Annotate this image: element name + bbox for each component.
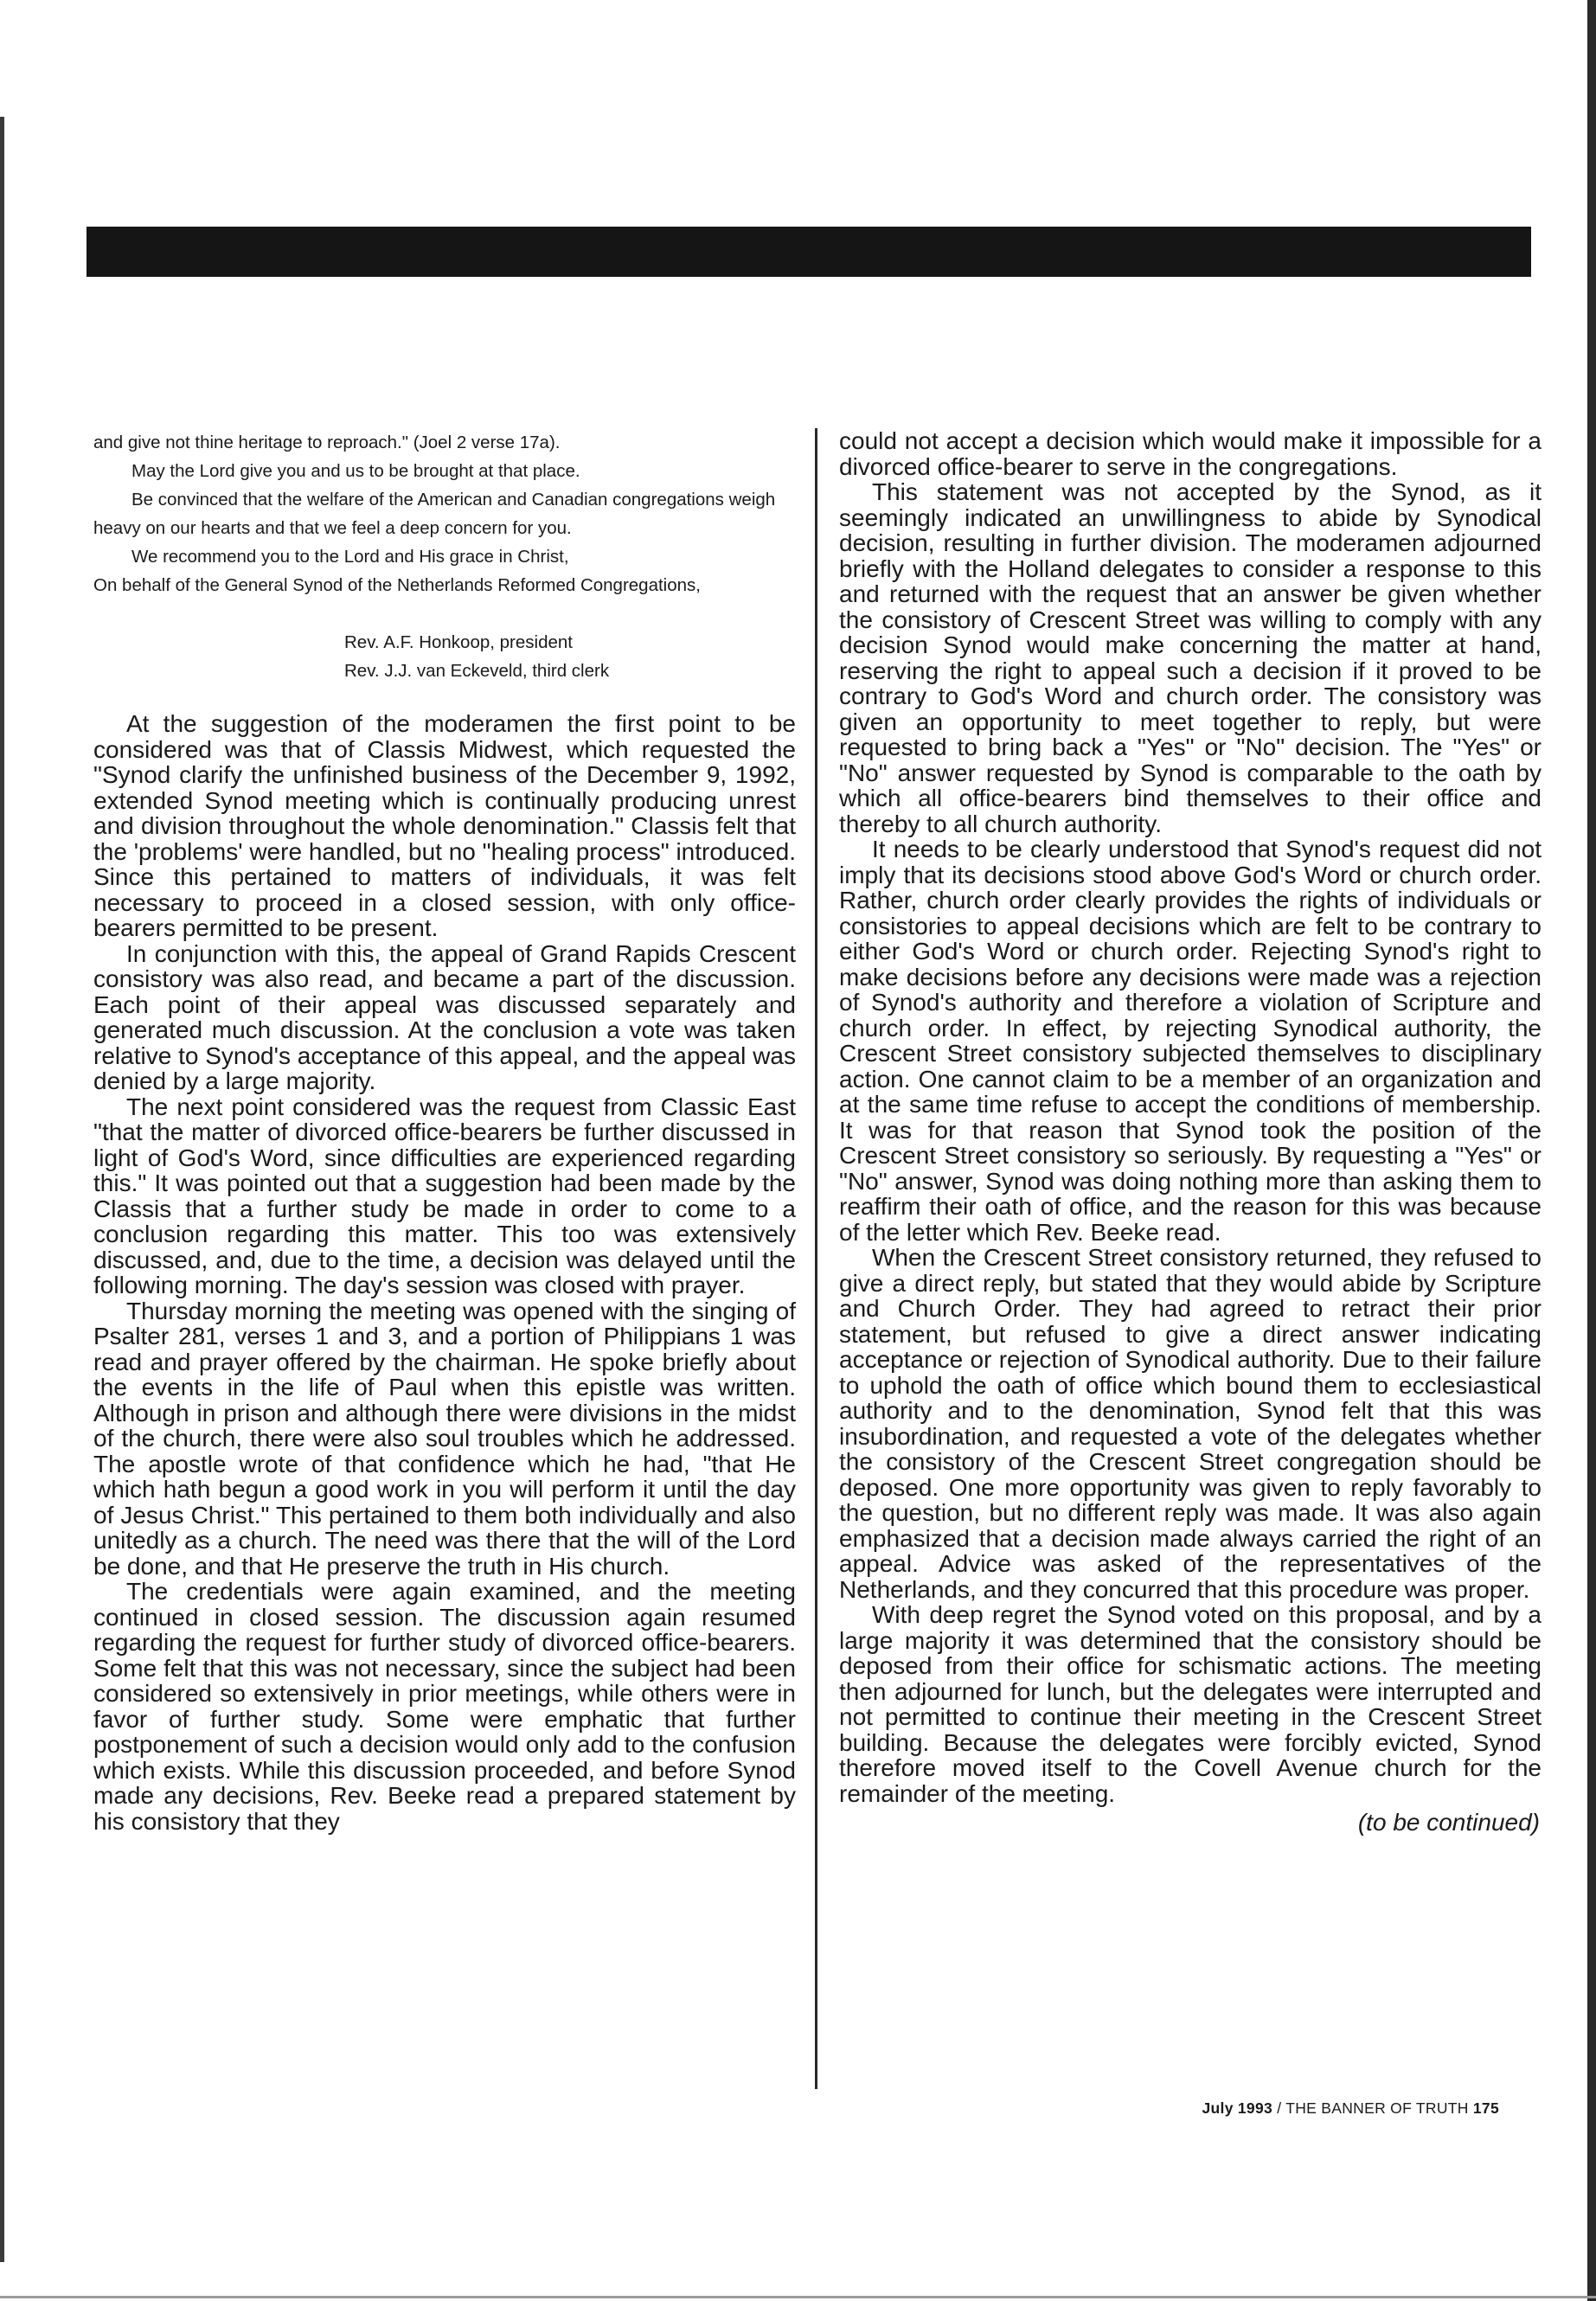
paragraph: In conjunction with this, the appeal of Grand Rapids Crescent consistory was also read, and became a part of the discussion. Each point of their appeal was discussed separately and generated much discussion. At the conclusion a vote was taken relative to Synod's acceptance of this appeal, and the appeal was denied by a large majority.: [93, 939, 796, 1094]
signatory: Rev. J.J. van Eckeveld, third clerk: [344, 661, 610, 681]
signatory: Rev. A.F. Honkoop, president: [344, 632, 573, 652]
header-band: [87, 227, 1531, 277]
paragraph: The next point considered was the request from Classic East "that the matter of divorced office-bearers be further discussed in light of God's Word, since difficulties are experienced regarding this." It was pointed out that a suggestion had been made by the Classis that a further study be made in order to come to a conclusion regarding this matter. This too was extensively discussed, and, due to the time, a decision was delayed until the following morning. The day's session was closed with prayer.: [93, 1093, 796, 1298]
to-be-continued: (to be continued): [1357, 1809, 1540, 1836]
letter-excerpt: [93, 428, 796, 685]
letter-line: We recommend you to the Lord and His grace in Christ,: [131, 547, 569, 567]
paragraph: could not accept a decision which would make it impossible for a divorced office-bearer to serve in the congregations.: [839, 427, 1542, 480]
paragraph: This statement was not accepted by the Synod, as it seemingly indicated an unwillingness to abide by Synodical decision, resulting in further division. The moderamen adjourned briefly with the Holland delegates to consider a response to this and returned with the request that an answer be given whether the consistory of Crescent Street was willing to comply with any decision Synod would make concerning the matter at hand, reserving the right to appeal such a decision if it proved to be contrary to God's Word and church order. The consistory was given an opportunity to meet together to reply, but were requested to bring back a "Yes" or "No" decision. The "Yes" or "No" answer requested by Synod is comparable to the oath by which all office-bearers bind themselves to their office and thereby to all church authority.: [839, 478, 1542, 837]
left-body-text: [93, 711, 796, 1834]
letter-line: May the Lord give you and us to be brought at that place.: [131, 461, 580, 481]
paragraph: Thursday morning the meeting was opened with the singing of Psalter 281, verses 1 and 3, and a portion of Philippians 1 was read and prayer offered by the chairman. He spoke briefly about the events in the life of Paul when this epistle was written. Although in prison and although there were divisions in the midst of the church, there were also soul troubles which he addressed. The apostle wrote of that confidence which he had, "that He which hath begun a good work in you will perform it until the day of Jesus Christ." This pertained to them both individually and also unitedly as a church. The need was there that the will of the Lord be done, and that He preserve the truth in His church.: [93, 1297, 796, 1580]
scan-edge-left: [0, 117, 4, 2262]
letter-line: Be convinced that the welfare of the American and Canadian congregations weigh heavy on our hearts and that we feel a deep concern for you.: [93, 490, 776, 538]
column-divider: [815, 428, 817, 2089]
footer-publication: / THE BANNER OF TRUTH: [1277, 2099, 1469, 2117]
paragraph: It needs to be clearly understood that Synod's request did not imply that its decisions stood above God's Word or church order. Rather, church order clearly provides the rights of individuals or consistories to appeal decisions which are felt to be contrary to either God's Word or church order. Rejecting Synod's right to make decisions before any decisions were made was a rejection of Synod's authority and therefore a violation of Scripture and church order. In effect, by rejecting Synodical authority, the Crescent Street consistory subjected themselves to disciplinary action. One cannot claim to be a member of an organization and at the same time refuse to accept the conditions of membership. It was for that reason that Synod took the position of the Crescent Street consistory so seriously. By requesting a "Yes" or "No" answer, Synod was doing nothing more than asking them to reaffirm their oath of office, and the reason for this was because of the letter which Rev. Beeke read.: [839, 836, 1542, 1246]
paragraph: The credentials were again examined, and the meeting continued in closed session. The discussion again resumed regarding the request for further study of divorced office-bearers. Some felt that this was not necessary, since the subject had been considered so extensively in prior meetings, while others were in favor of further study. Some were emphatic that further postponement of such a decision would only add to the confusion which exists. While this discussion proceeded, and before Synod made any decisions, Rev. Beeke read a prepared statement by his consistory that they: [93, 1578, 796, 1835]
letter-signatories: [344, 628, 796, 685]
right-body-text: [839, 428, 1542, 1806]
letter-on-behalf: On behalf of the General Synod of the Netherlands Reformed Congregations,: [93, 575, 701, 595]
letter-line: and give not thine heritage to reproach." (Joel 2 verse 17a).: [93, 433, 561, 452]
page-footer: [1202, 2099, 1499, 2118]
scan-edge-right: [1587, 0, 1596, 2301]
paragraph: When the Crescent Street consistory returned, they refused to give a direct reply, but stated that they would abide by Scripture and Church Order. They had agreed to retract their prior statement, but refused to give a direct answer indicating acceptance or rejection of Synodical authority. Due to their failure to uphold the oath of office which bound them to ecclesiastical authority and to the denomination, Synod felt that this was insubordination, and requested a vote of the delegates whether the consistory of the Crescent Street congregation should be deposed. One more opportunity was given to reply favorably to the question, but no different reply was made. It was also again emphasized that a decision made always carried the right of an appeal. Advice was asked of the representatives of the Netherlands, and they concurred that this procedure was proper.: [839, 1244, 1542, 1603]
footer-date: July 1993: [1202, 2099, 1273, 2117]
bottom-rule: [0, 2296, 1596, 2298]
right-column: [839, 428, 1542, 1837]
footer-page-number: 175: [1472, 2099, 1499, 2117]
left-column: [93, 428, 796, 1834]
paragraph: With deep regret the Synod voted on this proposal, and by a large majority it was determined that the consistory should be deposed from their office for schismatic actions. The meeting then adjourned for lunch, but the delegates were interrupted and not permitted to continue their meeting in the Crescent Street building. Because the delegates were forcibly evicted, Synod therefore moved itself to the Covell Avenue church for the remainder of the meeting.: [839, 1601, 1542, 1807]
paragraph: At the suggestion of the moderamen the first point to be considered was that of Classis Midwest, which requested the "Synod clarify the unfinished business of the December 9, 1992, extended Synod meeting which is continually producing unrest and division throughout the whole denomination." Classis felt that the 'problems' were handled, but no "healing process" introduced. Since this pertained to matters of individuals, it was felt necessary to proceed in a closed session, with only office-bearers permitted to be present.: [93, 710, 796, 941]
